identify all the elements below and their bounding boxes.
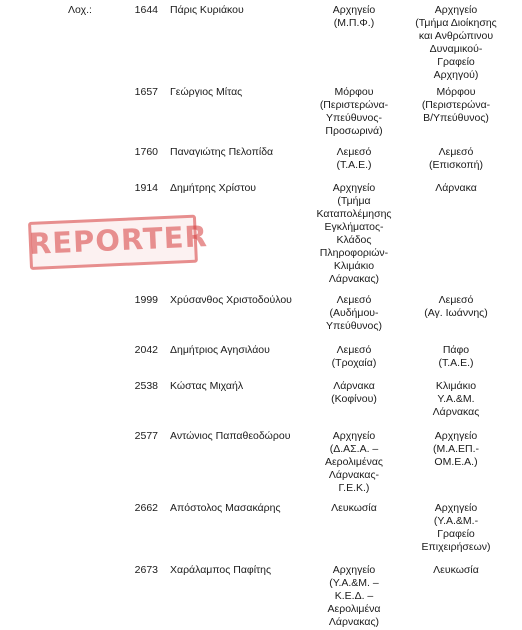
officer-name: Πάρις Κυριάκου	[170, 4, 244, 16]
officer-name: Δημήτριος Αγησιλάου	[170, 344, 270, 356]
officer-name: Παναγιώτης Πελοπίδα	[170, 146, 274, 158]
officer-name: Χαράλαμπος Παφίτης	[170, 564, 272, 576]
from-posting: Αρχηγείο (Δ.ΑΣ.Α. – Αερολιμένας Λάρνακας- Γ.Ε.Κ.)	[325, 430, 383, 494]
officer-name: Απόστολος Μασακάρης	[170, 502, 281, 514]
officer-name: Χρύσανθος Χριστοδούλου	[170, 294, 292, 306]
from-posting: Λεμεσό (Τ.Α.Ε.)	[336, 146, 372, 171]
from-posting: Αρχηγείο (Τμήμα Καταπολέμησης Εγκλήματος- Κλάδος Πληροφοριών- Κλιμάκιο Λάρνακας)	[316, 182, 392, 285]
officer-number: 2538	[134, 380, 158, 392]
from-posting: Λεμεσό (Τροχαία)	[331, 344, 377, 369]
officer-number: 2577	[134, 430, 158, 442]
from-posting: Αρχηγείο (Υ.Α.&Μ. – Κ.Ε.Δ. – Αερολιμένα Λάρνακας)	[327, 564, 381, 628]
watermark-text: REPORTER	[28, 219, 209, 261]
officer-name: Κώστας Μιχαήλ	[170, 380, 244, 392]
officer-name: Δημήτρης Χρίστου	[170, 182, 257, 194]
officer-number: 2662	[134, 502, 158, 514]
officer-name: Γεώργιος Μίτας	[170, 86, 243, 98]
reporter-watermark	[28, 215, 209, 268]
officer-number: 1657	[134, 86, 158, 98]
from-posting: Λευκωσία	[331, 502, 377, 514]
officer-name: Αντώνιος Παπαθεοδώρου	[170, 430, 291, 442]
from-posting: Λάρνακα (Κοφίνου)	[331, 380, 377, 405]
officer-number: 2673	[134, 564, 158, 576]
to-posting: Αρχηγείο (Υ.Α.&Μ.- Γραφείο Επιχειρήσεων)	[421, 502, 491, 553]
officer-number: 1914	[134, 182, 158, 194]
officer-number: 1644	[134, 4, 158, 16]
to-posting: Λεμεσό (Επισκοπή)	[429, 146, 483, 171]
to-posting: Μόρφου (Περιστερώνα- Β/Υπεύθυνος)	[421, 86, 491, 124]
to-posting: Αρχηγείο (Μ.Α.ΕΠ.- ΟΜ.Ε.Α.)	[432, 430, 480, 468]
from-posting: Λεμεσό (Αυδήμου- Υπεύθυνος)	[326, 294, 382, 332]
from-posting: Αρχηγείο (Μ.Π.Φ.)	[332, 4, 376, 29]
rank-label: Λοχ.:	[68, 4, 92, 16]
officer-number: 2042	[134, 344, 158, 356]
to-posting: Λάρνακα	[435, 182, 477, 194]
officer-number: 1760	[134, 146, 158, 158]
to-posting: Πάφο (Τ.Α.Ε.)	[438, 344, 474, 369]
from-posting: Μόρφου (Περιστερώνα- Υπεύθυνος- Προσωρινά)	[319, 86, 389, 137]
to-posting: Κλιμάκιο Υ.Α.&Μ. Λάρνακας	[432, 380, 480, 418]
to-posting: Λεμεσό (Αγ. Ιωάννης)	[424, 294, 488, 319]
officer-number: 1999	[134, 294, 158, 306]
to-posting: Αρχηγείο (Τμήμα Διοίκησης και Ανθρώπινου Δυναμικού- Γραφείο Αρχηγού)	[415, 4, 497, 81]
to-posting: Λευκωσία	[433, 564, 479, 576]
